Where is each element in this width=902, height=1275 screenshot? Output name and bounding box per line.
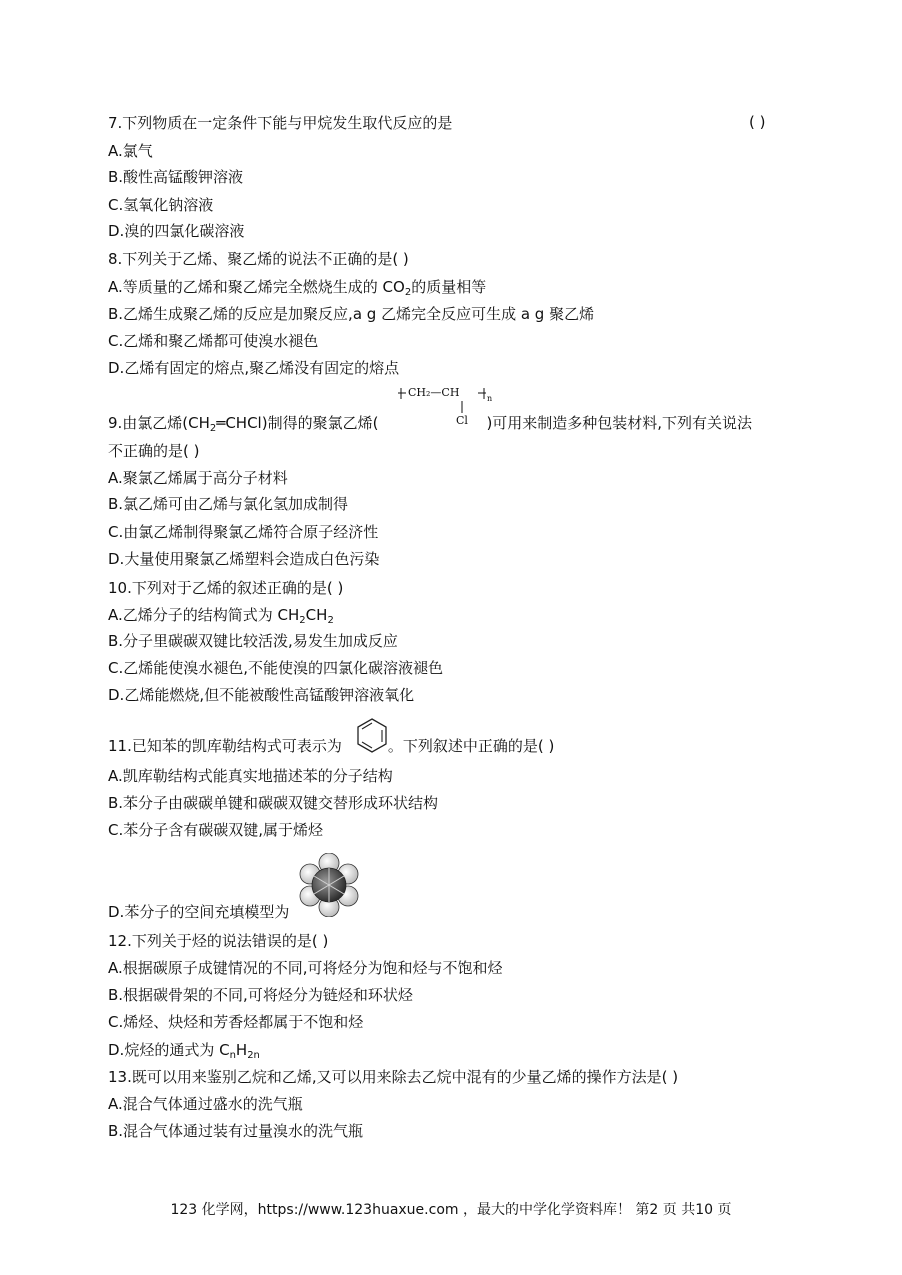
benzene-space-filling-model (298, 853, 360, 921)
q10-option-a (108, 604, 334, 632)
q12-option-d-mid: H (235, 1041, 248, 1059)
q7-answer-paren: ( ) (749, 113, 766, 131)
q8-option-a-text-end: 的质量相等 (411, 278, 487, 296)
q12-option-b: B.根据碳骨架的不同,可将烃分为链烃和环状烃 (108, 986, 413, 1004)
q11-stem-end: 。下列叙述中正确的是( ) (387, 737, 555, 755)
q7-stem: 7.下列物质在一定条件下能与甲烷发生取代反应的是 (108, 114, 453, 132)
q12-stem: 12.下列关于烃的说法错误的是( ) (108, 932, 329, 950)
q12-option-d-sub1: n (229, 1050, 236, 1061)
q10-option-a-mid: CH (305, 606, 328, 624)
q8-option-a-subscript: 2 (404, 287, 412, 298)
q11-option-b: B.苯分子由碳碳单键和碳碳双键交替形成环状结构 (108, 794, 439, 812)
q11-option-a: A.凯库勒结构式能真实地描述苯的分子结构 (108, 767, 393, 785)
page-footer: 123 化学网，https://www.123huaxue.com ，最大的中学化学资料库！ 第2 页 共10 页 (170, 1202, 732, 1218)
q7-option-c: C.氢氧化钠溶液 (108, 196, 214, 214)
q10-option-c: C.乙烯能使溴水褪色,不能使溴的四氯化碳溶液褪色 (108, 659, 444, 677)
q10-option-a-text: A.乙烯分子的结构简式为 CH (108, 606, 300, 624)
q11-stem-start: 11.已知苯的凯库勒结构式可表示为 (108, 737, 342, 755)
q13-option-b: B.混合气体通过装有过量溴水的洗气瓶 (108, 1122, 364, 1140)
q10-option-a-sub1: 2 (299, 615, 306, 626)
q11-option-c: C.苯分子含有碳碳双键,属于烯烃 (108, 821, 324, 839)
q9-stem-mid: ═CHCl)制得的聚氯乙烯( (216, 414, 379, 432)
pvc-formula-cl: Cl (456, 414, 468, 427)
q7-option-a: A.氯气 (108, 142, 153, 160)
pvc-formula-n: n (487, 394, 493, 403)
q12-option-d-text: D.烷烃的通式为 C (108, 1041, 230, 1059)
q13-stem: 13.既可以用来鉴别乙烷和乙烯,又可以用来除去乙烷中混有的少量乙烯的操作方法是( ) (108, 1068, 679, 1086)
q12-option-d-sub2: 2n (247, 1050, 260, 1061)
q13-option-a: A.混合气体通过盛水的洗气瓶 (108, 1095, 303, 1113)
q8-option-c: C.乙烯和聚乙烯都可使溴水褪色 (108, 332, 319, 350)
q12-option-c: C.烯烃、炔烃和芳香烃都属于不饱和烃 (108, 1013, 364, 1031)
q7-option-d: D.溴的四氯化碳溶液 (108, 222, 245, 240)
q8-option-d: D.乙烯有固定的熔点,聚乙烯没有固定的熔点 (108, 359, 400, 377)
q8-option-a (108, 276, 486, 304)
q9-option-b: B.氯乙烯可由乙烯与氯化氢加成制得 (108, 495, 349, 513)
q10-stem: 10.下列对于乙烯的叙述正确的是( ) (108, 579, 344, 597)
q9-stem (108, 412, 752, 440)
q9-stem-line2: 不正确的是( ) (108, 442, 200, 460)
q8-stem: 8.下列关于乙烯、聚乙烯的说法不正确的是( ) (108, 250, 409, 268)
q9-stem-subscript: 2 (209, 423, 217, 434)
q11-option-d: D.苯分子的空间充填模型为 (108, 903, 290, 921)
benzene-space-filling-icon (298, 853, 360, 917)
q9-option-a: A.聚氯乙烯属于高分子材料 (108, 469, 288, 487)
q12-option-d (108, 1039, 260, 1067)
q9-stem-start: 9.由氯乙烯(CH (108, 414, 210, 432)
q8-option-a-text: A.等质量的乙烯和聚乙烯完全燃烧生成的 CO (108, 278, 405, 296)
q8-option-b: B.乙烯生成聚乙烯的反应是加聚反应,a g 乙烯完全反应可生成 a g 聚乙烯 (108, 305, 595, 323)
q9-option-d: D.大量使用聚氯乙烯塑料会造成白色污染 (108, 550, 380, 568)
q11-stem (108, 735, 554, 757)
q9-stem-end: )可用来制造多种包装材料,下列有关说法 (486, 414, 753, 432)
q7-option-b: B.酸性高锰酸钾溶液 (108, 168, 244, 186)
pvc-formula-chain: CH₂—CH (408, 386, 460, 399)
q10-option-d: D.乙烯能燃烧,但不能被酸性高锰酸钾溶液氧化 (108, 686, 415, 704)
q12-option-a: A.根据碳原子成键情况的不同,可将烃分为饱和烃与不饱和烃 (108, 959, 503, 977)
q9-option-c: C.由氯乙烯制得聚氯乙烯符合原子经济性 (108, 523, 379, 541)
q10-option-b: B.分子里碳碳双键比较活泼,易发生加成反应 (108, 632, 398, 650)
q10-option-a-sub2: 2 (327, 615, 334, 626)
